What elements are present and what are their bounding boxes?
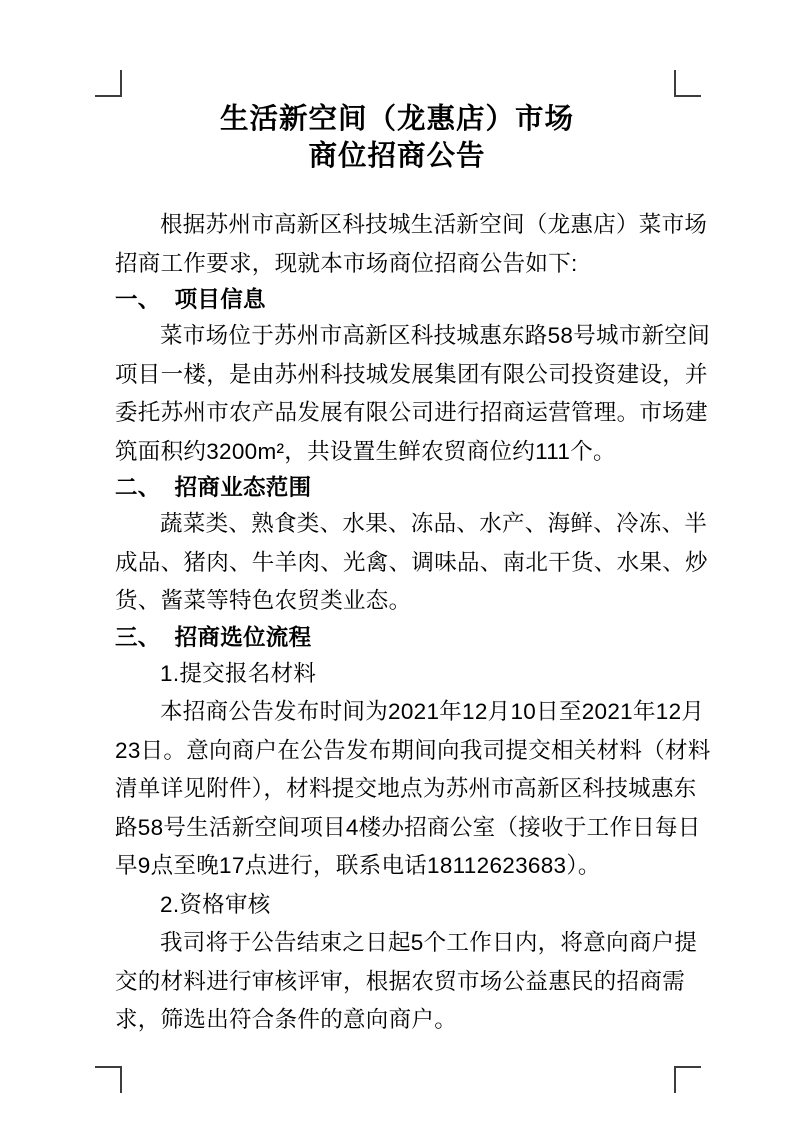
section-heading-1 xyxy=(115,283,715,317)
text-line: 招商工作要求，现就本市场商位招商公告如下: xyxy=(115,250,578,276)
section-heading-2 xyxy=(115,471,715,505)
text-line: 23日。意向商户在公告发布期间向我司提交相关材料（材料 xyxy=(115,737,711,763)
text-line: 1.提交报名材料 xyxy=(160,660,317,686)
text-line: 交的材料进行审核评审，根据农贸市场公益惠民的招商需 xyxy=(115,968,686,994)
crop-mark-bottom-right xyxy=(674,1066,701,1093)
section-heading-3 xyxy=(115,621,715,655)
crop-mark-top-right xyxy=(674,70,701,97)
crop-mark-bottom-left xyxy=(95,1066,122,1093)
text-line: 菜市场位于苏州市高新区科技城惠东路58号城市新空间 xyxy=(160,323,711,348)
text-line: 蔬菜类、熟食类、水果、冻品、水产、海鲜、冷冻、半 xyxy=(160,511,708,536)
title-line-2: 商位招商公告 xyxy=(308,140,486,172)
text-line: 求，筛选出符合条件的意向商户。 xyxy=(115,1007,458,1032)
text-line: 成品、猪肉、牛羊肉、光禽、调味品、南北干货、水果、炒 xyxy=(115,549,708,575)
heading-number: 一、 xyxy=(115,287,161,312)
text-line: 项目一楼，是由苏州科技城发展集团有限公司投资建设，并 xyxy=(115,361,708,387)
text-line: 我司将于公告结束之日起5个工作日内，将意向商户提 xyxy=(160,930,698,955)
text-line: 早9点至晚17点进行，联系电话18112623683）。 xyxy=(115,853,601,878)
heading-label: 招商业态范围 xyxy=(174,475,312,500)
text-line: 本招商公告发布时间为2021年12月10日至2021年12月 xyxy=(160,699,705,724)
document-body xyxy=(115,206,715,1040)
text-line: 根据苏州市高新区科技城生活新空间（龙惠店）菜市场 xyxy=(160,212,708,237)
heading-number: 三、 xyxy=(115,624,161,650)
text-line: 2.资格审核 xyxy=(160,891,271,917)
title-line-1: 生活新空间（龙惠店）市场 xyxy=(219,103,574,135)
document-title xyxy=(0,101,794,175)
text-line: 路58号生活新空间项目4楼办招商公室（接收于工作日每日 xyxy=(115,814,701,840)
text-line: 筑面积约3200m²，共设置生鲜农贸商位约111个。 xyxy=(115,438,616,464)
text-line: 委托苏州市农产品发展有限公司进行招商运营管理。市场建 xyxy=(115,400,708,425)
heading-number: 二、 xyxy=(115,475,161,500)
heading-label: 招商选位流程 xyxy=(174,624,312,650)
crop-mark-top-left xyxy=(95,70,122,97)
text-line: 货、酱菜等特色农贸类业态。 xyxy=(115,588,412,613)
heading-label: 项目信息 xyxy=(174,287,266,312)
text-line: 清单详见附件），材料提交地点为苏州市高新区科技城惠东 xyxy=(115,776,697,801)
